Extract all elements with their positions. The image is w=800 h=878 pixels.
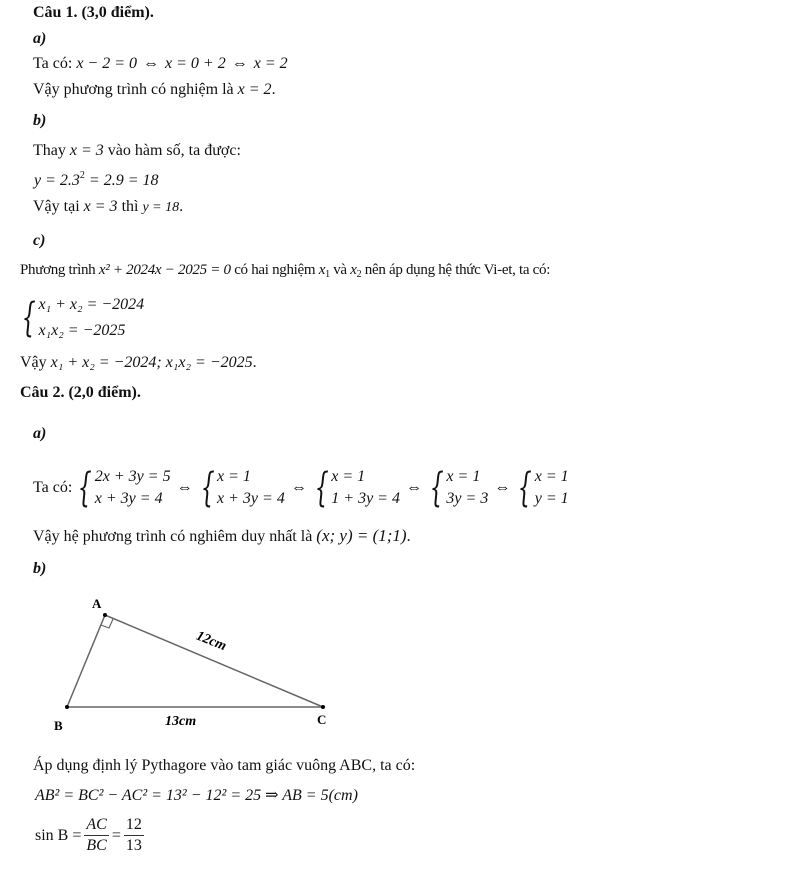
vertex-a-label: A — [92, 596, 102, 611]
triangle-abc-figure — [0, 550, 400, 740]
system-step-1 — [76, 466, 170, 510]
q1a-conclusion — [33, 81, 276, 99]
iff-symbol: ⇔ — [143, 55, 160, 72]
left-brace-icon: { — [314, 465, 329, 511]
q1b-text: Thay — [33, 142, 66, 159]
system-line: y = 1 — [534, 490, 569, 507]
q1b-conclusion-text: thì — [121, 198, 139, 215]
q1a-line-1 — [33, 55, 288, 73]
q1b-expr: x = 3 — [69, 142, 104, 159]
fraction-denominator: 13 — [125, 837, 142, 854]
q1a-conclusion-text: Vậy phương trình có nghiệm là — [33, 81, 234, 98]
q2a-system-chain — [33, 466, 569, 510]
system-line: 3y = 3 — [446, 490, 489, 507]
system-line: 1 + 3y = 4 — [331, 490, 400, 507]
system-line: x₁x₂ = −2025 — [38, 322, 126, 339]
system-line: x = 1 — [534, 468, 569, 485]
subscript: 2 — [356, 269, 362, 280]
q2-part-a-label: a) — [33, 425, 47, 442]
vertex-a-point — [103, 613, 107, 617]
q1c-vieta-system — [20, 292, 144, 344]
left-brace-icon: { — [21, 295, 36, 341]
left-brace-icon: { — [429, 465, 444, 511]
vertex-b-label: B — [54, 718, 63, 733]
q1-part-a-label: a) — [33, 30, 47, 47]
period: . — [271, 81, 276, 98]
fraction-numerator: AC — [84, 815, 108, 836]
iff-symbol: ⇔ — [176, 479, 193, 496]
q1b-line-1 — [33, 142, 241, 160]
q2a-conclusion-text: Vậy hệ phương trình có nghiêm duy nhất là — [33, 528, 313, 545]
fraction-numerator: 12 — [124, 815, 144, 836]
side-ac-length-label: 12cm — [193, 628, 229, 655]
q1b-calc-rest: = 2.9 = 18 — [84, 172, 159, 189]
left-brace-icon: { — [518, 465, 533, 511]
q1a-step-2: x = 0 + 2 — [165, 55, 226, 72]
sin-b-lhs: sin B = — [35, 826, 82, 844]
period: . — [179, 198, 184, 215]
system-line: x = 1 — [331, 468, 366, 485]
period: . — [252, 354, 257, 371]
q1c-text: và — [333, 262, 347, 278]
q1c-text: nên áp dụng hệ thức Vi-et, ta có: — [364, 262, 551, 278]
q1b-text: vào hàm số, ta được: — [107, 142, 241, 159]
system-line: 2x + 3y = 5 — [94, 468, 171, 485]
system-line: x + 3y = 4 — [217, 490, 285, 507]
fraction-12-13 — [124, 815, 144, 856]
q1c-text: Phương trình — [20, 262, 96, 278]
vertex-c-label: C — [317, 712, 327, 727]
q1b-calc-base: y = 2.3 — [34, 172, 80, 189]
question-1-title: Câu 1. (3,0 điểm). — [33, 4, 154, 21]
q1c-text: có hai nghiệm — [234, 262, 316, 278]
iff-symbol: ⇔ — [494, 479, 511, 496]
q1c-equation: x² + 2024x − 2025 = 0 — [98, 262, 231, 278]
q1b-conclusion-y: y = 18 — [142, 200, 180, 215]
q1c-conclusion — [20, 354, 257, 372]
q1a-step-1: x − 2 = 0 — [76, 55, 138, 72]
q2b-sin-b — [35, 815, 147, 856]
q1a-step-3: x = 2 — [253, 55, 288, 72]
q1-part-b-label: b) — [33, 112, 47, 129]
q2a-conclusion — [33, 526, 411, 546]
left-brace-icon: { — [78, 465, 93, 511]
iff-symbol: ⇔ — [290, 479, 307, 496]
q2b-pythagoras-expr: AB² = BC² − AC² = 13² − 12² = 25 ⇒ AB = 5(cm) — [35, 787, 358, 804]
q1c-text: Vậy — [20, 354, 47, 371]
system-line: x = 1 — [217, 468, 251, 485]
q1a-prefix: Ta có: — [33, 55, 73, 72]
fraction-ac-bc — [84, 815, 108, 856]
q1b-calculation — [34, 170, 159, 190]
q1b-conclusion-x: x = 3 — [83, 198, 118, 215]
q1a-conclusion-expr: x = 2 — [237, 81, 272, 98]
period: . — [406, 528, 411, 545]
vertex-b-point — [65, 705, 69, 709]
left-brace-icon: { — [200, 465, 215, 511]
vertex-c-point — [321, 705, 325, 709]
q2a-conclusion-expr: (x; y) = (1;1) — [316, 526, 407, 545]
system-step-4 — [428, 466, 488, 510]
side-ac — [105, 615, 323, 707]
q2b-pythagoras-intro: Áp dụng định lý Pythagore vào tam giác vuông ABC, ta có: — [33, 757, 416, 774]
system-step-2 — [199, 466, 285, 510]
system-line: x₁ + x₂ = −2024 — [38, 296, 145, 313]
system-line: x + 3y = 4 — [94, 490, 163, 507]
q2-part-b-label: b) — [33, 560, 47, 577]
q1b-calc-exp: 2 — [79, 170, 85, 181]
subscript: 1 — [325, 269, 330, 280]
equals-sign: = — [111, 826, 121, 844]
fraction-denominator: BC — [86, 837, 107, 854]
q1c-conclusion-expr: x₁ + x₂ = −2024; x₁x₂ = −2025 — [50, 354, 253, 371]
question-2-title: Câu 2. (2,0 điểm). — [20, 384, 141, 401]
iff-symbol: ⇔ — [405, 479, 422, 496]
q1c-root-2: x — [350, 262, 357, 278]
q1c-intro — [20, 262, 550, 280]
side-bc-length-label: 13cm — [165, 714, 197, 729]
q1b-conclusion — [33, 198, 183, 216]
system-step-3 — [313, 466, 400, 510]
q1b-conclusion-text: Vậy tại — [33, 198, 80, 215]
q2a-prefix: Ta có: — [33, 479, 73, 496]
q1c-root-1: x — [318, 262, 326, 278]
system-line: x = 1 — [446, 468, 481, 485]
system-step-5 — [516, 466, 568, 510]
iff-symbol: ⇔ — [231, 55, 248, 72]
side-ab — [67, 615, 105, 707]
q1-part-c-label: c) — [33, 232, 46, 249]
